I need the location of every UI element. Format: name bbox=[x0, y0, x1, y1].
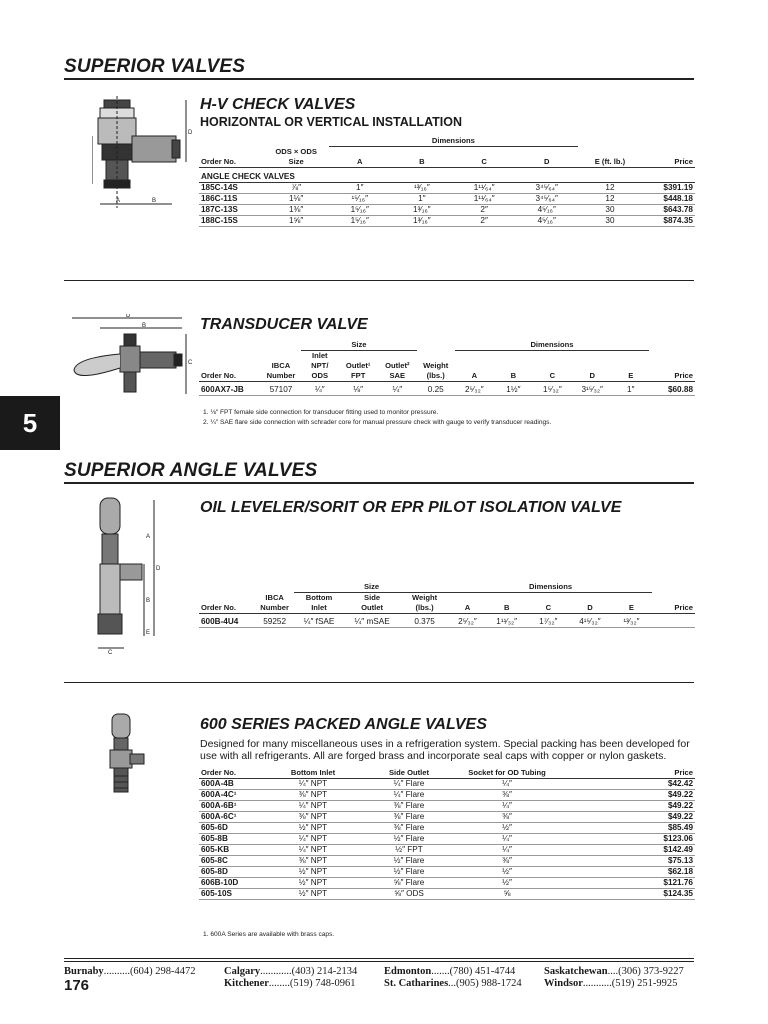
footer-col-3: Edmonton.......(780) 451-4744 St. Catharines...(905) 988-1724 bbox=[384, 966, 522, 989]
svg-text:C: C bbox=[108, 650, 113, 656]
header-dimensions: Dimensions bbox=[455, 340, 650, 351]
header-a: A bbox=[449, 593, 486, 614]
packed-angle-valve-illustration bbox=[100, 712, 150, 812]
header-ibca: IBCA Number bbox=[255, 593, 294, 614]
header-weight: Weight (lbs.) bbox=[417, 351, 455, 382]
footer-rule bbox=[64, 958, 694, 959]
table-row: 187C-13S 1⅜″ 1⁵⁄₁₆″ 1³⁄₁₆″ 2″ 4⁵⁄₁₆″ 30 $643.78 bbox=[201, 204, 693, 214]
header-order-no: Order No. bbox=[199, 157, 264, 168]
table-row: 605-10S ½″ NPT ⅝″ ODS ⅝ $124.35 bbox=[201, 889, 693, 898]
header-e: E bbox=[612, 351, 649, 382]
transducer-valve-table bbox=[199, 340, 695, 396]
header-weight: Weight (lbs.) bbox=[400, 593, 449, 614]
header-ibca: IBCA Number bbox=[261, 351, 301, 382]
header-side-outlet: Side Outlet bbox=[344, 593, 400, 614]
header-d: D bbox=[572, 351, 612, 382]
header-c: C bbox=[453, 157, 516, 168]
group-label: ANGLE CHECK VALVES bbox=[199, 167, 695, 182]
table-row: 605-6D ½″ NPT ⅜″ Flare ½″ $85.49 bbox=[201, 823, 693, 832]
header-d: D bbox=[569, 593, 611, 614]
table-row: 600A-6B¹ ¼″ NPT ⅜″ Flare ¼″ $49.22 bbox=[201, 801, 693, 810]
header-size: Size bbox=[294, 582, 449, 593]
subtitle-oil-leveler: OIL LEVELER/SORIT OR EPR PILOT ISOLATION VALVE bbox=[200, 499, 622, 516]
packed-angle-valves-table bbox=[199, 768, 695, 900]
svg-text:A: A bbox=[146, 534, 151, 540]
svg-text:B: B bbox=[142, 323, 147, 329]
header-b: B bbox=[391, 157, 453, 168]
header-size: Size bbox=[301, 340, 417, 351]
header-price: Price bbox=[642, 157, 695, 168]
header-outlet-sae: Outlet² SAE bbox=[378, 351, 417, 382]
table-row: 605-8D ½″ NPT ½″ Flare ½″ $62.18 bbox=[201, 867, 693, 876]
header-price: Price bbox=[649, 351, 695, 382]
svg-text:E: E bbox=[146, 630, 151, 636]
footer-rule-2 bbox=[64, 961, 694, 962]
footer-col-2: Calgary............(403) 214-2134 Kitchener........(519) 748-0961 bbox=[224, 966, 358, 989]
header-side-outlet: Side Outlet bbox=[361, 768, 457, 779]
table-row: 600B-4U4 59252 ¼″ fSAE ¼″ mSAE 0.375 2⁵⁄₃₂″ 1¹¹⁄₃₂″ 1⁷⁄₃₂″ 4¹⁵⁄₃₂″ ¹³⁄₃₂″ bbox=[199, 614, 695, 628]
subtitle-horizontal-vertical: HORIZONTAL OR VERTICAL INSTALLATION bbox=[200, 115, 463, 129]
header-dimensions: Dimensions bbox=[329, 136, 578, 147]
table-row: 605-8B ¼″ NPT ½″ Flare ¼″ $123.06 bbox=[201, 834, 693, 843]
header-inlet: Inlet NPT/ ODS bbox=[301, 351, 339, 382]
header-price: Price bbox=[652, 593, 695, 614]
page-number: 176 bbox=[64, 977, 90, 994]
header-e: E bbox=[611, 593, 652, 614]
footer-col-1: Burnaby..........(604) 298-4472 bbox=[64, 966, 196, 977]
hv-check-valve-illustration bbox=[92, 96, 192, 238]
table-row: 600A-4C¹ ⅜″ NPT ¼″ Flare ⅜″ $49.22 bbox=[201, 790, 693, 799]
header-order-no: Order No. bbox=[199, 593, 255, 614]
header-order-no: Order No. bbox=[199, 768, 265, 779]
header-e: E (ft. lb.) bbox=[578, 157, 642, 168]
header-b: B bbox=[494, 351, 533, 382]
oil-leveler-table bbox=[199, 582, 695, 628]
svg-text:A: A bbox=[116, 198, 121, 204]
header-outlet-fpt: Outlet¹ FPT bbox=[339, 351, 378, 382]
hv-check-valves-table bbox=[199, 136, 695, 227]
footnote-1: 1. ⅛″ FPT female side connection for transducer fitting used to monitor pressure. bbox=[203, 409, 439, 416]
header-order-no: Order No. bbox=[199, 351, 261, 382]
section-divider bbox=[64, 682, 694, 683]
footer-col-4: Saskatchewan....(306) 373-9227 Windsor...........(519) 251-9925 bbox=[544, 966, 684, 989]
transducer-valve-illustration bbox=[66, 314, 194, 414]
header-c: C bbox=[533, 351, 573, 382]
section-title-superior-valves: SUPERIOR VALVES bbox=[64, 56, 246, 77]
header-a: A bbox=[329, 157, 391, 168]
svg-text:D: D bbox=[188, 130, 192, 136]
subtitle-600-series: 600 SERIES PACKED ANGLE VALVES bbox=[200, 716, 487, 733]
table-row: 605-KB ¼″ NPT ½″ FPT ¼″ $142.49 bbox=[201, 845, 693, 854]
table-row: 600AX7-JB 57107 ¼″ ⅛″ ¼″ 0.25 2⁵⁄₃₂″ 1½″ 1⁵⁄₃₂″ 3¹⁵⁄₃₂″ 1″ $60.88 bbox=[199, 382, 695, 396]
header-size: Size bbox=[264, 157, 329, 168]
table-row: 185C-14S ⅞″ 1″ ¹³⁄₁₆″ 1¹¹⁄₆₄″ 3⁴⁵⁄₆₄″ 12 $391.19 bbox=[201, 182, 693, 192]
svg-text:B: B bbox=[146, 598, 151, 604]
table-row: 605-8C ⅜″ NPT ½″ Flare ⅜″ $75.13 bbox=[201, 856, 693, 865]
chapter-tab: 5 bbox=[0, 396, 60, 450]
header-d: D bbox=[515, 157, 578, 168]
header-price: Price bbox=[557, 768, 695, 779]
svg-text:C: C bbox=[188, 360, 193, 366]
table-row: 188C-15S 1⅝″ 1⁵⁄₁₆″ 1³⁄₁₆″ 2″ 4⁵⁄₁₆″ 30 $874.35 bbox=[201, 215, 693, 225]
subtitle-transducer-valve: TRANSDUCER VALVE bbox=[200, 316, 368, 333]
section-rule bbox=[64, 78, 694, 80]
svg-text:D: D bbox=[126, 314, 131, 319]
section-divider bbox=[64, 280, 694, 281]
header-dimensions: Dimensions bbox=[449, 582, 652, 593]
header-socket: Socket for OD Tubing bbox=[457, 768, 557, 779]
table-row: 606B-10D ½″ NPT ⅝″ Flare ½″ $121.76 bbox=[201, 878, 693, 887]
table-row: 600A-6C¹ ⅜″ NPT ⅜″ Flare ⅜″ $49.22 bbox=[201, 812, 693, 821]
header-b: B bbox=[486, 593, 528, 614]
footnote-2: 2. ¼″ SAE flare side connection with schrader core for manual pressure check with gauge to verify transducer readings. bbox=[203, 419, 552, 426]
svg-text:D: D bbox=[156, 566, 161, 572]
header-c: C bbox=[528, 593, 569, 614]
footnote-brass-caps: 1. 600A Series are available with brass caps. bbox=[203, 931, 335, 938]
section-rule bbox=[64, 482, 694, 484]
oil-leveler-valve-illustration bbox=[88, 494, 170, 658]
table-row: 186C-11S 1⅛″ ¹⁵⁄₁₆″ 1″ 1¹¹⁄₆₄″ 3⁴⁵⁄₆₄″ 12 $448.18 bbox=[201, 193, 693, 203]
header-ods: ODS × ODS bbox=[275, 146, 317, 156]
header-bottom-inlet: Bottom Inlet bbox=[294, 593, 344, 614]
header-bottom-inlet: Bottom Inlet bbox=[265, 768, 361, 779]
table-row: 600A-4B ¼″ NPT ¼″ Flare ¼″ $42.42 bbox=[201, 779, 693, 788]
section-title-superior-angle-valves: SUPERIOR ANGLE VALVES bbox=[64, 460, 318, 481]
svg-text:B: B bbox=[152, 198, 157, 204]
subtitle-hv-check-valves: H-V CHECK VALVES bbox=[200, 96, 356, 113]
header-a: A bbox=[455, 351, 495, 382]
description: Designed for many miscellaneous uses in a refrigeration system. Special packing has been developed for use with all refrigerants. All are forged brass and incorporate seal caps with copper or nylon gaskets. bbox=[200, 738, 690, 762]
